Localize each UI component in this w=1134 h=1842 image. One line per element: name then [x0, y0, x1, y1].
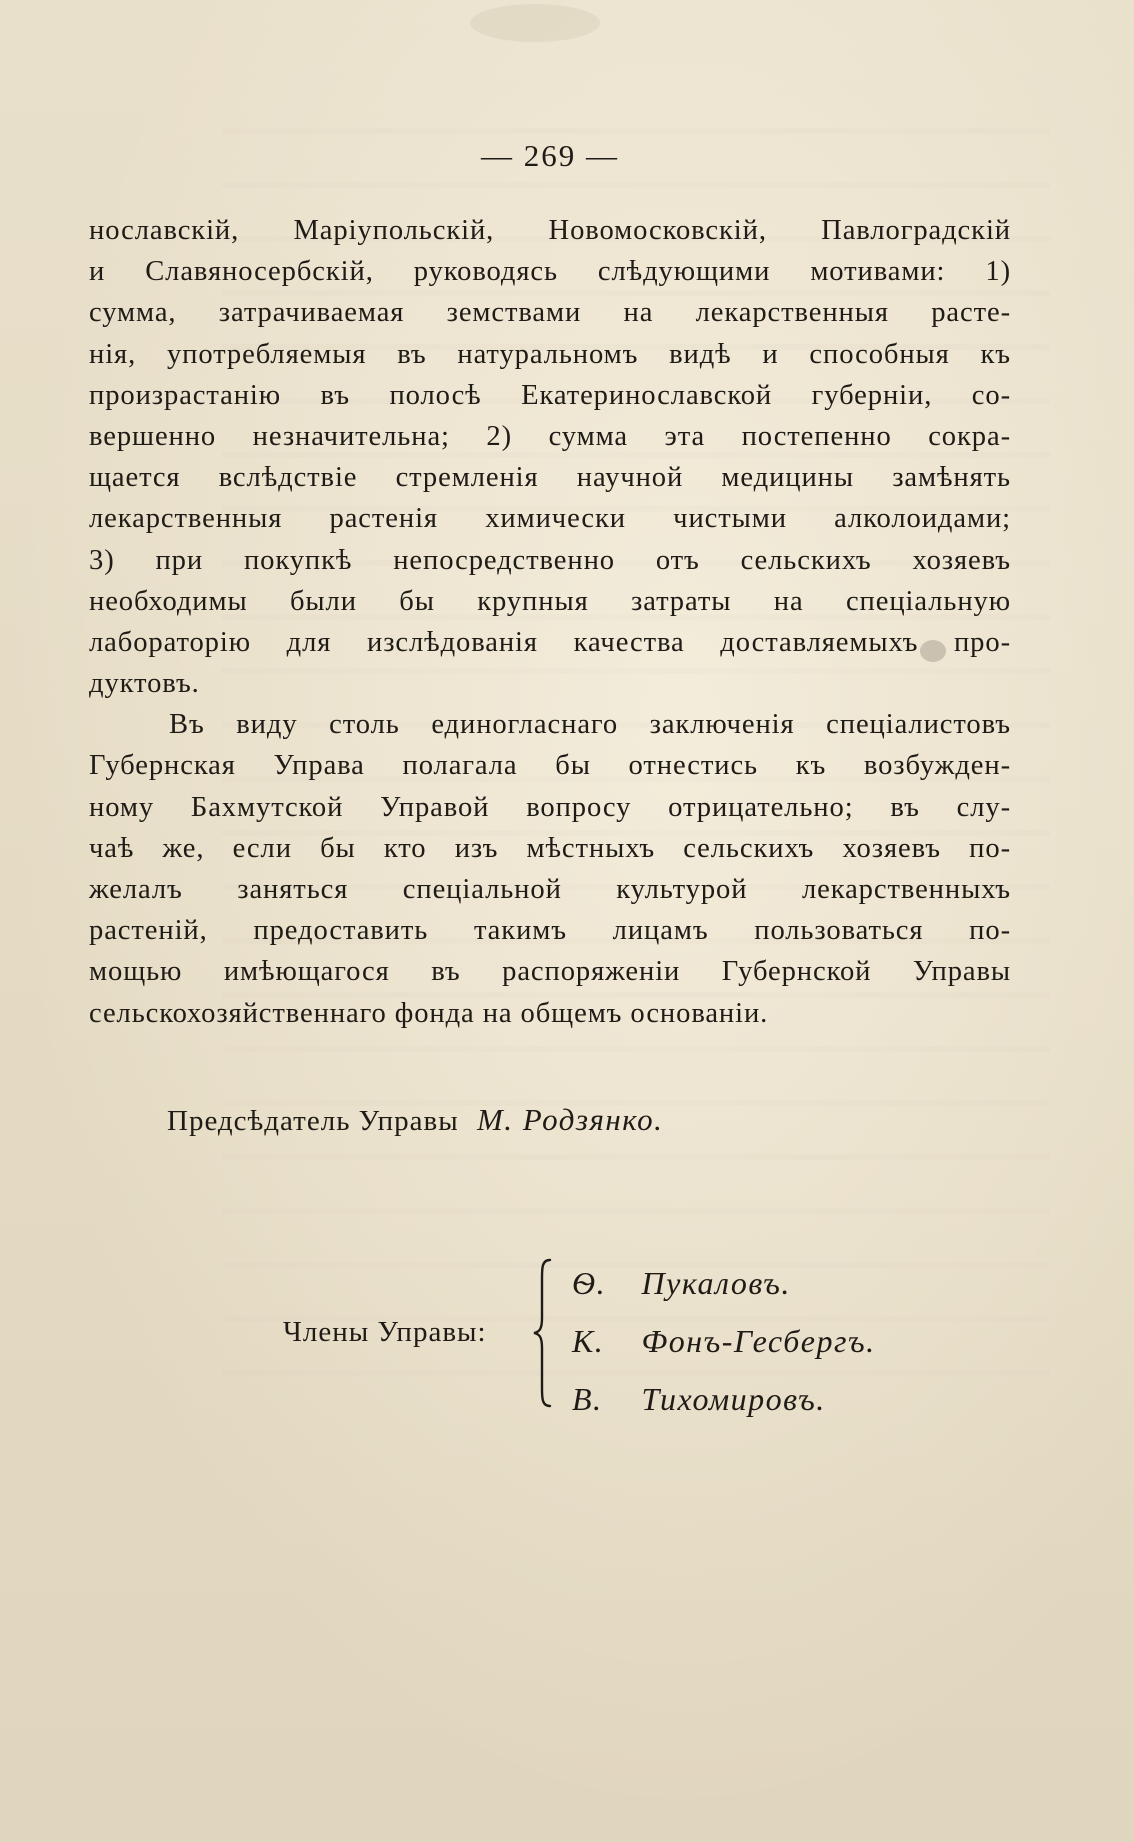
text-line: растеній, предоставить такимъ лицамъ пользоваться по-: [89, 915, 1011, 947]
members-label: Члены Управы:: [283, 1316, 487, 1348]
chairman-title: Предсѣдатель Управы: [167, 1105, 459, 1137]
text-line: произрастанію въ полосѣ Екатеринославской губерніи, со-: [89, 379, 1011, 411]
text-line: сельскохозяйственнаго фонда на общемъ основаніи.: [89, 997, 769, 1029]
text-line: дуктовъ.: [89, 668, 200, 700]
member-surname: Тихомировъ.: [641, 1381, 826, 1417]
body-text: [89, 210, 1011, 1034]
member-initial: В.: [572, 1381, 603, 1417]
text-line: и Славяносербскій, руководясь слѣдующими мотивами: 1): [89, 256, 1011, 288]
member-surname: Пукаловъ.: [641, 1265, 791, 1301]
text-line: вершенно незначительна; 2) сумма эта постепенно сокра-: [89, 420, 1011, 452]
chairman-name: М. Родзянко.: [476, 1102, 664, 1137]
paragraph-first-line: Въ виду столь единогласнаго заключенія спеціалистовъ: [169, 709, 1011, 741]
member-initial: К.: [572, 1323, 605, 1359]
text-line: мощью имѣющагося въ распоряженіи Губернской Управы: [89, 956, 1011, 988]
text-line: 3) при покупкѣ непосредственно отъ сельскихъ хозяевъ: [89, 544, 1011, 576]
members-list: [572, 1254, 876, 1428]
text-line: щается вслѣдствіе стремленія научной медицины замѣнять: [89, 462, 1011, 494]
text-line: чаѣ же, если бы кто изъ мѣстныхъ сельскихъ хозяевъ по-: [89, 832, 1011, 864]
text-line: сумма, затрачиваемая земствами на лекарственныя расте-: [89, 297, 1011, 329]
text-line: необходимы были бы крупныя затраты на спеціальную: [89, 585, 1011, 617]
paper-stain: [470, 4, 600, 42]
text-line: лабораторію для изслѣдованія качества доставляемыхъ про-: [89, 626, 1011, 658]
text-line: нославскій, Маріупольскій, Новомосковскій, Павлоградскій: [89, 215, 1011, 246]
member-surname: Фонъ-Гесбергъ.: [641, 1323, 876, 1359]
member-entry: [572, 1254, 876, 1312]
chairman-signature-line: [167, 1102, 663, 1138]
page-number: — 269 —: [481, 138, 619, 173]
text-line: лекарственныя растенія химически чистыми алколоидами;: [89, 503, 1011, 535]
text-line: нія, употребляемыя въ натуральномъ видѣ и способныя къ: [89, 338, 1011, 370]
member-entry: [572, 1370, 876, 1428]
text-line: желалъ заняться спеціальной культурой лекарственныхъ: [89, 874, 1011, 905]
curly-brace: [532, 1258, 556, 1408]
text-line: Губернская Управа полагала бы отнестись къ возбужден-: [89, 750, 1011, 782]
member-entry: [572, 1312, 876, 1370]
text-line: ному Бахмутской Управой вопросу отрицательно; въ слу-: [89, 791, 1011, 823]
member-initial: Ѳ.: [572, 1265, 607, 1301]
